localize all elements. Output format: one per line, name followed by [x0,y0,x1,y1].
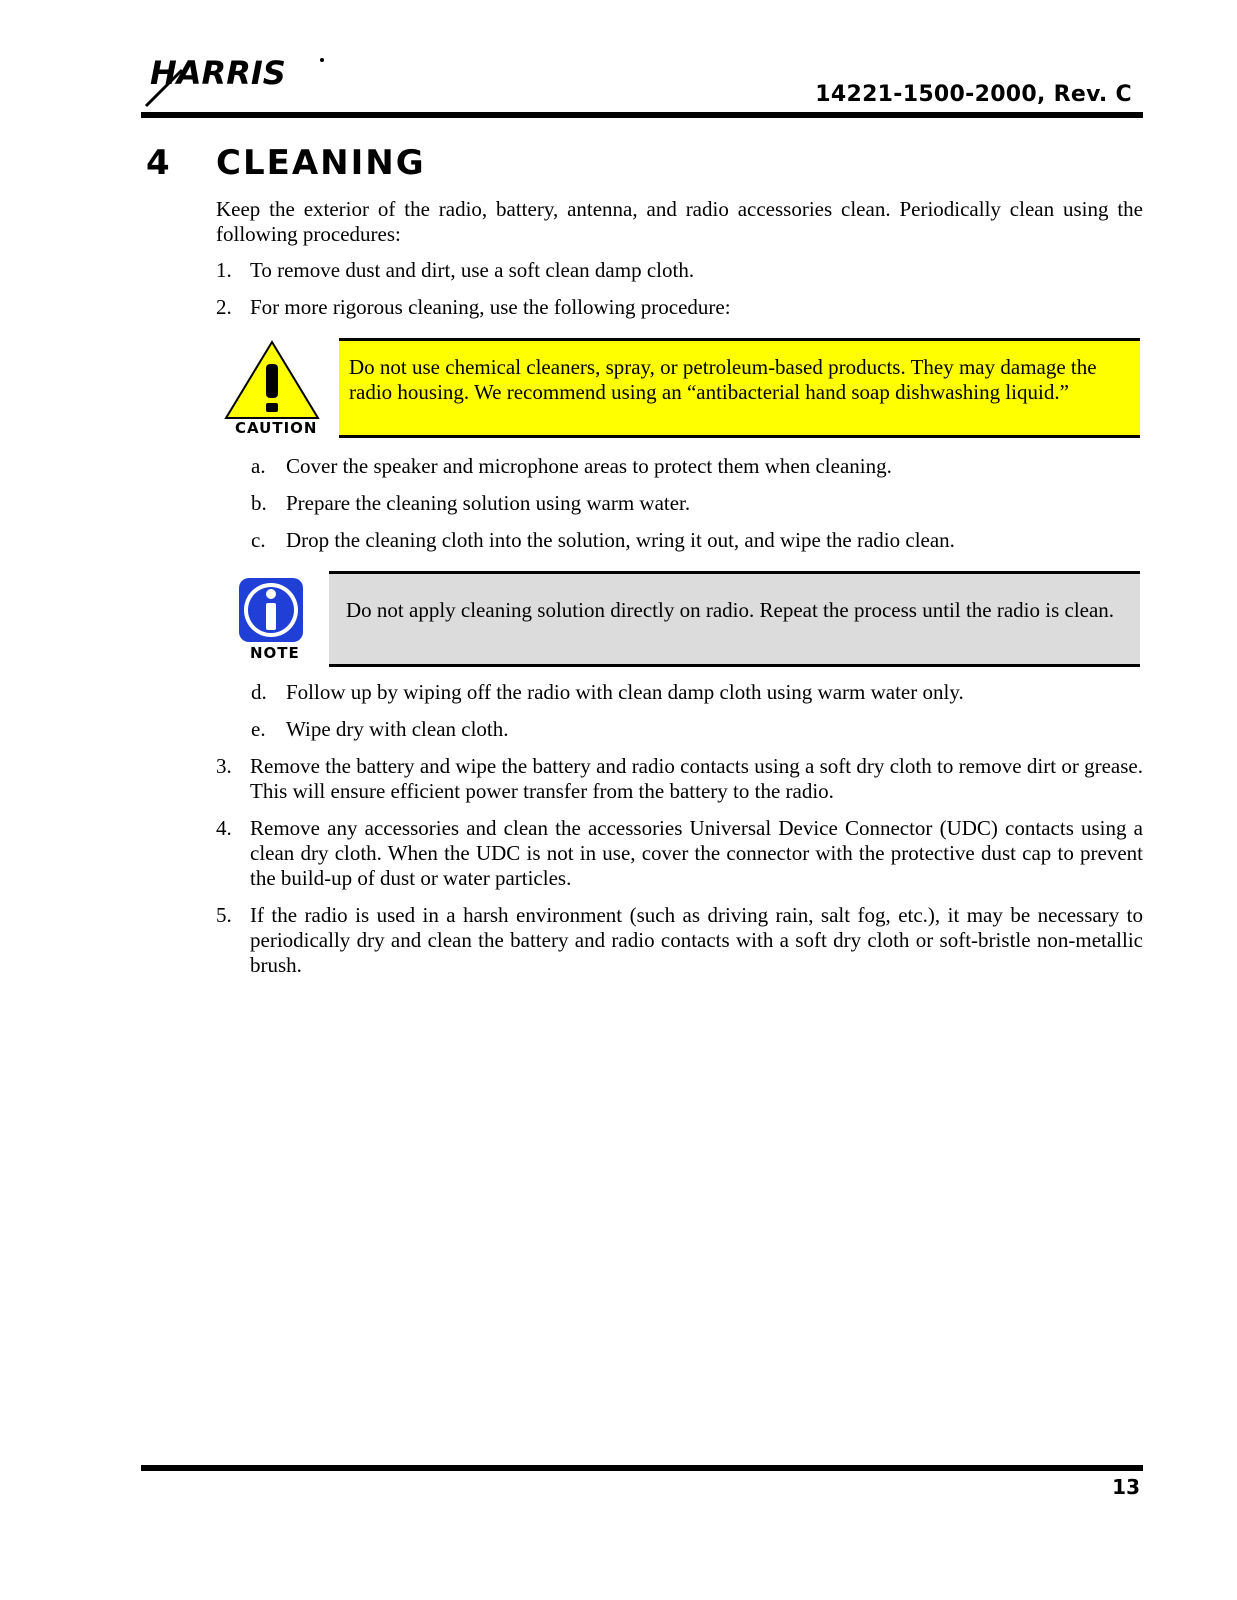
header-rule [141,112,1143,118]
substep-letter: e. [251,717,266,741]
document-number: 14221-1500-2000, Rev. C [815,82,1132,107]
list-item [216,903,1143,978]
caution-label: CAUTION [235,419,318,437]
caution-triangle-icon [224,340,320,420]
note-text: Do not apply cleaning solution directly on radio. Repeat the process until the radio is clean. [346,598,1115,622]
step-text: For more rigorous cleaning, use the following procedure: [250,295,731,319]
substep-text: Cover the speaker and microphone areas to protect them when cleaning. [286,454,892,478]
substep-text: Follow up by wiping off the radio with clean damp cloth using warm water only. [286,680,964,704]
list-item [251,680,1143,705]
step-text: To remove dust and dirt, use a soft clean damp cloth. [250,258,695,282]
substep-text: Prepare the cleaning solution using warm water. [286,491,691,515]
list-item [216,754,1143,804]
substep-text: Drop the cleaning cloth into the solution, wring it out, and wipe the radio clean. [286,528,955,552]
caution-box [339,338,1140,438]
substep-letter: b. [251,491,267,515]
step-number: 5. [216,903,232,927]
note-box [329,571,1140,667]
substep-letter: c. [251,528,266,552]
list-item [251,528,1143,553]
list-item [216,295,1143,320]
step-number: 3. [216,754,232,778]
substep-letter: a. [251,454,266,478]
note-label: NOTE [250,644,300,662]
footer-rule [141,1465,1143,1471]
substep-letter: d. [251,680,267,704]
list-item [216,816,1143,891]
step-number: 1. [216,258,232,282]
intro-paragraph: Keep the exterior of the radio, battery, antenna, and radio accessories clean. Periodically clean using the following procedures: [216,197,1143,246]
section-title: CLEANING [216,143,426,183]
svg-text:HARRIS: HARRIS [150,54,286,92]
list-item [251,491,1143,516]
step-text: If the radio is used in a harsh environment (such as driving rain, salt fog, etc.), it may be necessary to periodically dry and clean the battery and radio contacts with a soft dry cloth or soft-bristle non-metallic brush. [250,903,1143,977]
list-item [251,717,1143,742]
step-number: 4. [216,816,232,840]
list-item [216,258,1143,283]
harris-logo [142,50,327,108]
step-text: Remove the battery and wipe the battery and radio contacts using a soft dry cloth to remove dirt or grease. This will ensure efficient power transfer from the battery to the radio. [250,754,1143,803]
step-text: Remove any accessories and clean the accessories Universal Device Connector (UDC) contacts using a clean dry cloth. When the UDC is not in use, cover the connector with the protective dust cap to prevent the build-up of dust or water particles. [250,816,1143,890]
page-number: 13 [1112,1475,1140,1499]
info-icon [237,576,305,644]
caution-text: Do not use chemical cleaners, spray, or petroleum-based products. They may damage the radio housing. We recommend using an “antibacterial hand soap dishwashing liquid.” [349,355,1097,404]
step-number: 2. [216,295,232,319]
substep-text: Wipe dry with clean cloth. [286,717,509,741]
list-item [251,454,1143,479]
section-number: 4 [146,143,170,183]
